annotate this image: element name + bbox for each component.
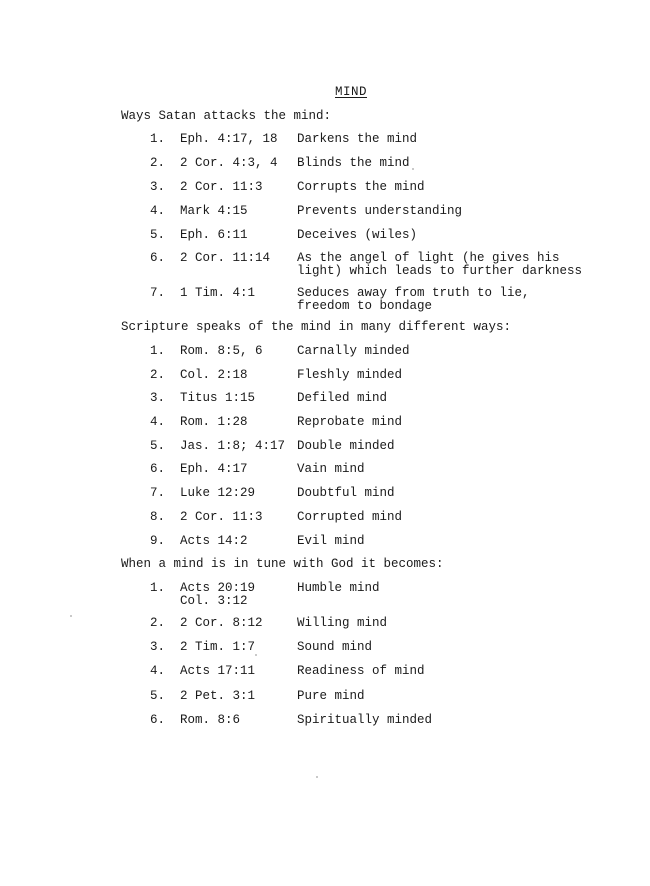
item-description: Defiled mind <box>297 391 388 405</box>
section-heading-in-tune-with-god: When a mind is in tune with God it becomes: <box>121 557 444 571</box>
item-number: 2. <box>150 156 166 170</box>
item-number: 6. <box>150 713 166 727</box>
scripture-reference: Jas. 1:8; 4:17 <box>180 439 286 453</box>
item-number: 2. <box>150 616 166 630</box>
item-description: Darkens the mind <box>297 132 418 146</box>
item-description: Vain mind <box>297 462 365 476</box>
scripture-reference: Acts 14:2 <box>180 534 248 548</box>
list-item <box>0 714 650 744</box>
scripture-reference: Eph. 4:17, 18 <box>180 132 278 146</box>
page-title: MIND <box>335 85 368 99</box>
list-item <box>0 582 650 612</box>
item-description: As the angel of light (he gives his light) which leads to further darkness <box>297 251 583 278</box>
item-number: 9. <box>150 534 166 548</box>
list-item <box>0 287 650 317</box>
item-description: Blinds the mind <box>297 156 410 170</box>
item-description: Spiritually minded <box>297 713 433 727</box>
section-heading-satan-attacks: Ways Satan attacks the mind: <box>121 109 332 123</box>
item-description: Readiness of mind <box>297 664 425 678</box>
item-number: 1. <box>150 344 166 358</box>
scripture-reference: 2 Pet. 3:1 <box>180 689 256 703</box>
item-description: Deceives (wiles) <box>297 228 418 242</box>
scripture-reference: Acts 20:19 Col. 3:12 <box>180 581 256 608</box>
scripture-reference: Luke 12:29 <box>180 486 256 500</box>
item-number: 4. <box>150 415 166 429</box>
item-description: Corrupted mind <box>297 510 403 524</box>
item-number: 7. <box>150 286 166 300</box>
item-number: 3. <box>150 640 166 654</box>
scripture-reference: 2 Cor. 11:3 <box>180 180 263 194</box>
scripture-reference: Eph. 4:17 <box>180 462 248 476</box>
scripture-reference: 2 Tim. 1:7 <box>180 640 256 654</box>
scripture-reference: Rom. 8:6 <box>180 713 241 727</box>
scripture-reference: Rom. 8:5, 6 <box>180 344 263 358</box>
item-description: Sound mind <box>297 640 373 654</box>
item-description: Pure mind <box>297 689 365 703</box>
scripture-reference: Eph. 6:11 <box>180 228 248 242</box>
section-heading-scripture-speaks: Scripture speaks of the mind in many different ways: <box>121 320 512 334</box>
item-number: 3. <box>150 180 166 194</box>
item-number: 3. <box>150 391 166 405</box>
item-number: 6. <box>150 462 166 476</box>
scan-speck <box>316 776 318 778</box>
item-description: Seduces away from truth to lie, freedom to bondage <box>297 286 530 313</box>
scripture-reference: Mark 4:15 <box>180 204 248 218</box>
item-description: Carnally minded <box>297 344 410 358</box>
item-number: 5. <box>150 228 166 242</box>
item-number: 5. <box>150 689 166 703</box>
scripture-reference: 2 Cor. 11:14 <box>180 251 271 265</box>
scripture-reference: Titus 1:15 <box>180 391 256 405</box>
item-description: Fleshly minded <box>297 368 403 382</box>
scan-speck <box>255 654 257 656</box>
item-description: Doubtful mind <box>297 486 395 500</box>
list-item <box>0 252 650 282</box>
item-number: 4. <box>150 664 166 678</box>
item-number: 8. <box>150 510 166 524</box>
item-number: 7. <box>150 486 166 500</box>
item-description: Willing mind <box>297 616 388 630</box>
item-number: 2. <box>150 368 166 382</box>
item-number: 1. <box>150 132 166 146</box>
scripture-reference: Acts 17:11 <box>180 664 256 678</box>
scripture-reference: Col. 2:18 <box>180 368 248 382</box>
item-description: Humble mind <box>297 581 380 595</box>
item-description: Reprobate mind <box>297 415 403 429</box>
item-number: 5. <box>150 439 166 453</box>
item-number: 4. <box>150 204 166 218</box>
scripture-reference: Rom. 1:28 <box>180 415 248 429</box>
scan-speck <box>70 615 72 617</box>
scripture-reference: 2 Cor. 8:12 <box>180 616 263 630</box>
scripture-reference: 1 Tim. 4:1 <box>180 286 256 300</box>
item-description: Prevents understanding <box>297 204 463 218</box>
scan-speck <box>412 168 414 170</box>
scripture-reference: 2 Cor. 11:3 <box>180 510 263 524</box>
item-description: Double minded <box>297 439 395 453</box>
item-description: Corrupts the mind <box>297 180 425 194</box>
item-description: Evil mind <box>297 534 365 548</box>
item-number: 1. <box>150 581 166 595</box>
scripture-reference: 2 Cor. 4:3, 4 <box>180 156 278 170</box>
item-number: 6. <box>150 251 166 265</box>
